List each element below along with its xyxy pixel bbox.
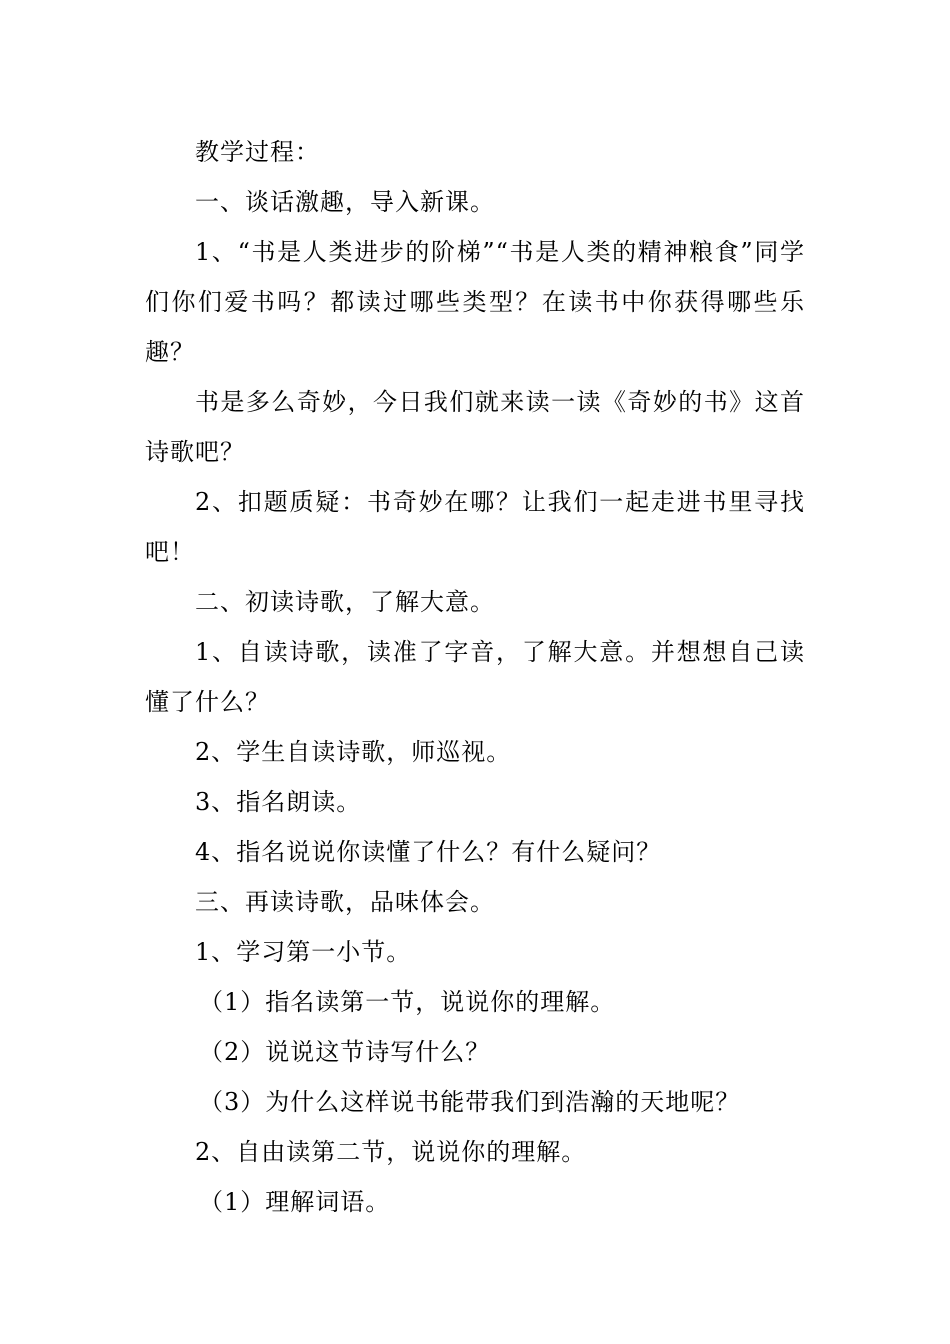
paragraph-section-2-item-2: 2、学生自读诗歌，师巡视。 <box>195 738 512 766</box>
paragraph-section-2-item-3: 3、指名朗读。 <box>195 788 362 816</box>
paragraph-section-2-item-4: 4、指名说说你读懂了什么？有什么疑问？ <box>195 838 662 866</box>
paragraph-section-1-title: 一、谈话激趣，导入新课。 <box>195 188 495 216</box>
paragraph-section-1-item-2: 2、扣题质疑：书奇妙在哪？让我们一起走进书里寻找吧！ <box>145 488 805 566</box>
document-body <box>145 127 805 1227</box>
paragraph-section-2-item-1: 1、自读诗歌，读准了字音，了解大意。并想想自己读懂了什么？ <box>145 638 805 716</box>
paragraph-heading-teaching-process: 教学过程： <box>195 138 320 166</box>
paragraph-section-3-item-1: 1、学习第一小节。 <box>195 938 412 966</box>
paragraph-section-3-item-2-sub-1: （1）理解词语。 <box>199 1188 391 1216</box>
paragraph-section-3-sub-2: （2）说说这节诗写什么？ <box>199 1038 491 1066</box>
paragraph-section-1-intro: 书是多么奇妙，今日我们就来读一读《奇妙的书》这首诗歌吧？ <box>145 388 805 466</box>
paragraph-section-3-title: 三、再读诗歌，品味体会。 <box>195 888 495 916</box>
paragraph-section-3-sub-1: （1）指名读第一节，说说你的理解。 <box>199 988 616 1016</box>
paragraph-section-3-sub-3: （3）为什么这样说书能带我们到浩瀚的天地呢？ <box>199 1088 741 1116</box>
paragraph-section-3-item-2: 2、自由读第二节，说说你的理解。 <box>195 1138 587 1166</box>
paragraph-section-2-title: 二、初读诗歌，了解大意。 <box>195 588 495 616</box>
paragraph-section-1-item-1: 1、“书是人类进步的阶梯”“书是人类的精神粮食”同学们你们爱书吗？都读过哪些类型？在读书中你获得哪些乐趣？ <box>145 238 805 366</box>
